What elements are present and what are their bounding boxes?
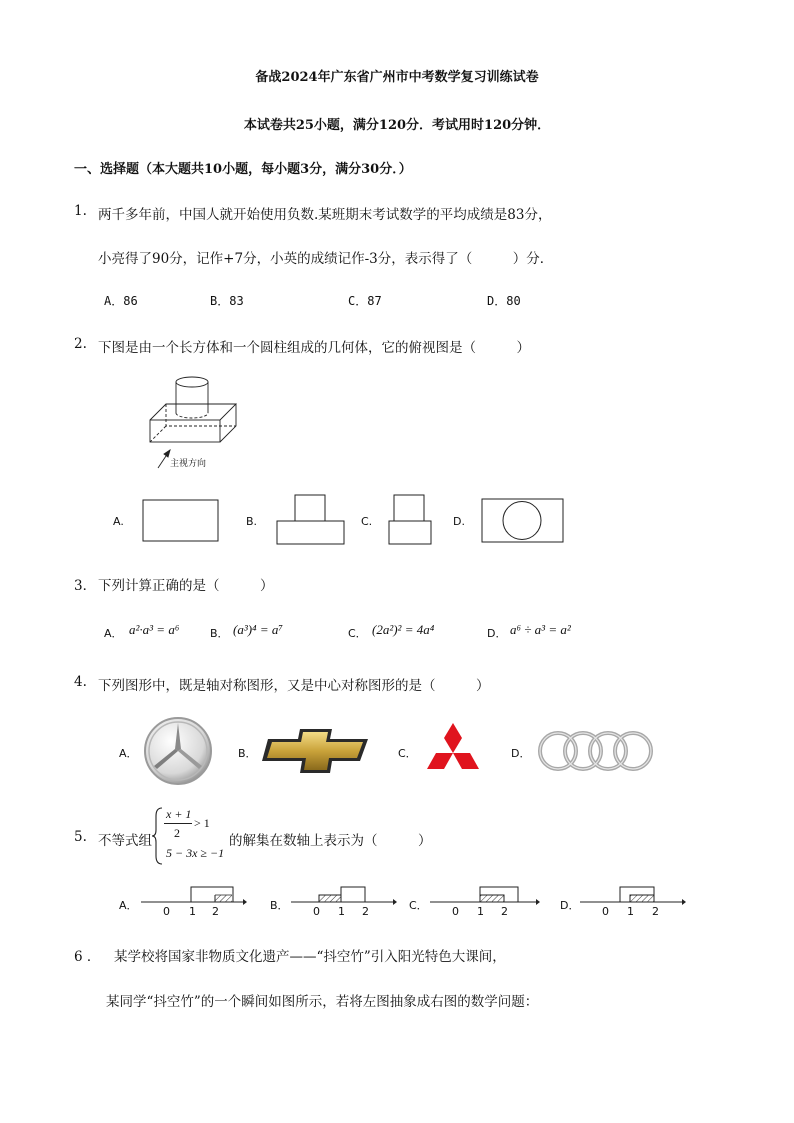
q5-option-a-label[interactable]: A． [119, 899, 138, 912]
q4-option-d-label[interactable]: D． [511, 747, 531, 760]
q2-option-c-label[interactable]: C. [361, 515, 373, 528]
q6-line2: 某同学“抖空竹”的一个瞬间如图所示，若将左图抽象成右图的数学问题： [106, 994, 539, 1010]
q5-c-tick-0: 0 [452, 905, 459, 918]
q5-b-tick-0: 0 [313, 905, 320, 918]
q5-ineq1-numerator: x + 1 [166, 807, 192, 821]
q3-option-a-lhs: a²·a³ [129, 622, 154, 637]
q3-option-c-lhs: (2a²)² [372, 622, 402, 637]
chevrolet-logo-icon[interactable] [260, 727, 372, 775]
q1-line2: 小亮得了90分，记作+7分，小英的成绩记作-3分，表示得了（ ）分． [98, 251, 554, 267]
q5-option-c-label[interactable]: C． [409, 899, 428, 912]
q3-option-c-expr[interactable] [372, 622, 434, 638]
q5-a-tick-2: 2 [212, 905, 219, 918]
q3-option-d-rhs: = a² [548, 622, 571, 637]
q5-d-tick-2: 2 [652, 905, 659, 918]
q5-fraction-bar [164, 823, 192, 824]
q5-a-tick-1: 1 [189, 905, 196, 918]
q3-option-b-lhs: (a³)⁴ [233, 622, 257, 637]
q6-line1: 某学校将国家非物质文化遗产——“抖空竹”引入阳光特色大课间， [114, 949, 506, 965]
q2-option-c-figure[interactable] [388, 494, 434, 546]
q5-pre: 不等式组 [98, 833, 152, 849]
q2-option-b-figure[interactable] [276, 494, 346, 546]
q1-number: 1. [74, 203, 87, 219]
q5-brace [152, 806, 164, 866]
q2-option-a-label[interactable]: A. [113, 515, 124, 528]
q1-option-b[interactable]: B．83 [210, 294, 244, 308]
q5-d-tick-0: 0 [602, 905, 609, 918]
q5-d-tick-1: 1 [627, 905, 634, 918]
q3-number: 3． [74, 578, 97, 594]
q4-option-c-label[interactable]: C． [398, 747, 417, 760]
q2-number: 2. [74, 336, 87, 352]
q2-text: 下图是由一个长方体和一个圆柱组成的几何体，它的俯视图是（ ） [98, 340, 530, 356]
q2-option-d-label[interactable]: D. [453, 515, 465, 528]
q1-option-a[interactable]: A．86 [104, 294, 138, 308]
q3-text: 下列计算正确的是（ ） [98, 578, 274, 594]
q5-b-tick-2: 2 [362, 905, 369, 918]
q1-line1: 两千多年前，中国人就开始使用负数.某班期末考试数学的平均成绩是83分， [98, 207, 552, 223]
q3-option-c-rhs: = 4a⁴ [404, 622, 435, 637]
direction-label: 主视方向 [170, 459, 207, 469]
q3-option-b-expr[interactable] [233, 622, 283, 638]
audi-rings-logo-icon[interactable] [537, 728, 655, 774]
q3-option-a-expr[interactable] [129, 622, 179, 638]
mitsubishi-logo-icon[interactable] [421, 721, 485, 779]
q5-number: 5. [74, 829, 87, 845]
q3-option-b-rhs: = a⁷ [259, 622, 283, 637]
q5-option-d-label[interactable]: D． [560, 899, 580, 912]
q2-option-a-figure[interactable] [142, 499, 220, 543]
q5-c-tick-2: 2 [501, 905, 508, 918]
q4-text: 下列图形中，既是轴对称图形，又是中心对称图形的是（ ） [98, 678, 490, 694]
q1-option-c[interactable]: C．87 [348, 294, 382, 308]
q5-b-tick-1: 1 [338, 905, 345, 918]
q5-ineq1-denominator: 2 [174, 826, 180, 840]
q4-option-b-label[interactable]: B． [238, 747, 257, 760]
q3-option-c-label[interactable]: C． [348, 627, 367, 640]
q5-ineq2: 5 − 3x ≥ −1 [166, 846, 225, 860]
q3-option-d-expr[interactable] [510, 622, 571, 638]
section-heading: 一、选择题（本大题共10小题，每小题3分，满分30分．） [74, 162, 412, 177]
q2-option-b-label[interactable]: B. [246, 515, 258, 528]
exam-title: 备战2024年广东省广州市中考数学复习训练试卷 [255, 70, 539, 85]
q3-option-a-label[interactable]: A． [104, 627, 123, 640]
q1-option-d[interactable]: D．80 [487, 294, 521, 308]
q4-option-a-label[interactable]: A． [119, 747, 138, 760]
q2-option-d-figure[interactable] [481, 498, 565, 544]
q5-option-b-label[interactable]: B． [270, 899, 289, 912]
q5-c-tick-1: 1 [477, 905, 484, 918]
q3-option-d-label[interactable]: D． [487, 627, 507, 640]
q5-post: 的解集在数轴上表示为（ ） [229, 833, 432, 849]
q5-ineq1-rhs: > 1 [194, 816, 210, 830]
q5-option-c-numberline[interactable] [430, 884, 540, 910]
q3-option-a-rhs: = a⁶ [156, 622, 180, 637]
q4-number: 4. [74, 674, 87, 690]
q6-number: 6 ． [74, 949, 101, 965]
q5-a-tick-0: 0 [163, 905, 170, 918]
q3-option-b-label[interactable]: B． [210, 627, 229, 640]
mercedes-logo-icon[interactable] [143, 716, 213, 786]
q3-option-d-lhs: a⁶ ÷ a³ [510, 622, 546, 637]
exam-subtitle: 本试卷共25小题，满分120分．考试用时120分钟． [243, 118, 551, 133]
